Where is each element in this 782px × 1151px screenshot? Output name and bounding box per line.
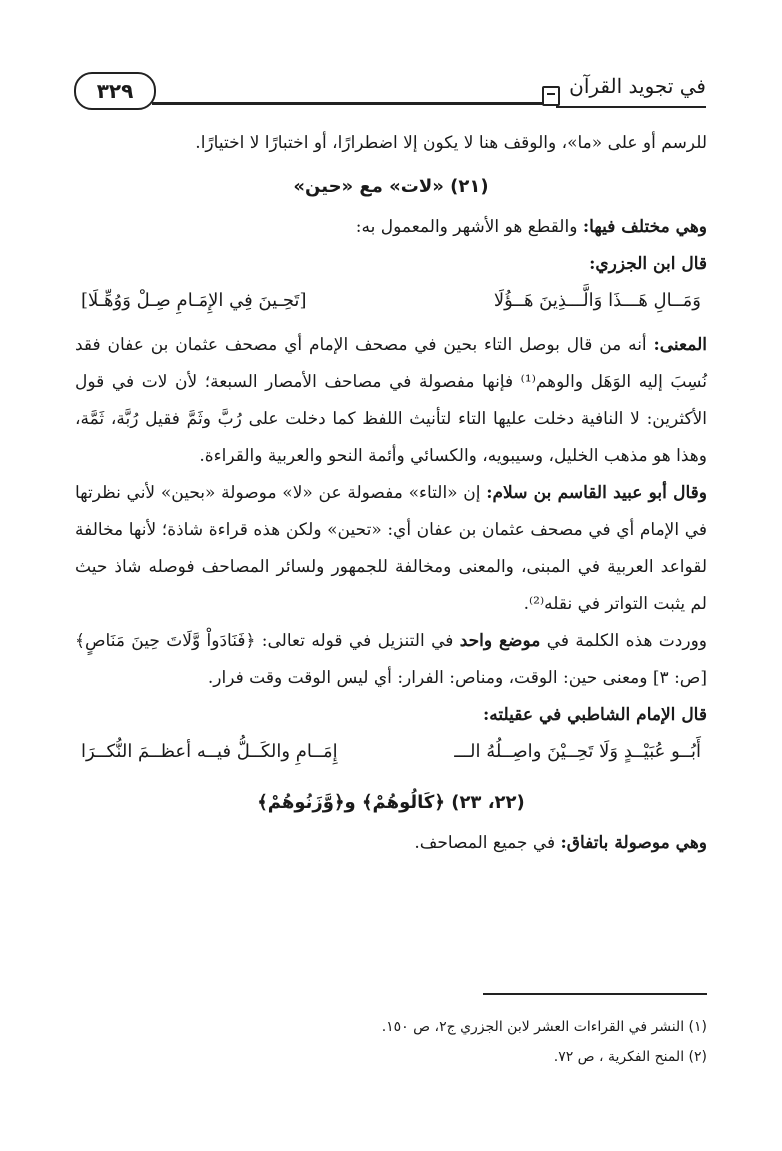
section-heading-22-23: (٢٢، ٢٣) ﴿كَالُوهُمْ﴾ و﴿وَّزَنُوهُمْ﴾ <box>257 792 525 813</box>
page-header <box>60 60 720 120</box>
verse-2 <box>75 734 707 770</box>
meaning-text: أنه من قال بوصل التاء بحين في مصحف الإمام أي مصحف عثمان بن عفان فقد نُسِبَ إليه الوَهَل والوهم⁽¹⁾ فإنها مفصولة في مصاحف الأمصار السبعة؛ لأن لات في قول الأكثرين: لا النافية دخلت عليها التاء لتأنيث اللفظ كما دخلت على رُبَّ وثَمَّ فقيل رُبَّة، ثَمَّة، وهذا هو مذهب الخليل، وسيبويه، والكسائي وأئمة النحو والعربية والقراءة. <box>75 335 707 466</box>
abu-ubaid-text: إن «التاء» مفصولة عن «لا» موصولة «بحين» لأني نظرتها في الإمام أي في مصحف عثمان بن عفان أي: «تحين» ولكن هذه قراءة شاذة؛ لأنها مخالفة لقواعد العربية في المبنى، والمعنى ومخالفة للجمهور ولسائر المصاحف فوصله شاذ حيث لم يثبت التواتر في نقله⁽²⁾. <box>75 483 707 614</box>
header-rule <box>152 102 550 105</box>
abu-ubaid-label: وقال أبو عبيد القاسم بن سلام: <box>486 483 707 503</box>
last-label: وهي موصولة باتفاق: <box>560 833 707 853</box>
page-number: ٣٢٩ <box>74 72 156 110</box>
warad-text-1: ووردت هذه الكلمة في <box>540 631 707 651</box>
paragraph-1: للرسم أو على «ما»، والوقف هنا لا يكون إلا اضطرارًا، أو اختبارًا لا اختيارًا. <box>195 133 707 153</box>
footnote-1: (١) النشر في القراءات العشر لابن الجزري ج٢، ص ١٥٠. <box>381 1019 707 1035</box>
verse-2-second-hemistich: إِمَــامِ والكَــلُّ فيــه أعظــمَ النُّكــرَا <box>81 741 338 762</box>
section-heading-21: (٢١) «لات» مع «حين» <box>293 176 489 197</box>
meaning-label: المعنى: <box>653 335 707 355</box>
paragraph-2 <box>75 209 707 246</box>
last-paragraph <box>75 825 707 862</box>
paragraph-2-text: والقطع هو الأشهر والمعمول به: <box>355 217 583 237</box>
verse-1 <box>75 283 707 319</box>
footnotes <box>75 1012 707 1072</box>
verse-2-first-hemistich: أَبُــو عُبَيْــدٍ وَلَا تَحِــيْنَ واصِــلُهُ الـــ <box>454 741 701 762</box>
footnote-separator <box>483 993 707 995</box>
warad-paragraph <box>75 623 707 697</box>
paragraph-2-label: وهي مختلف فيها: <box>582 217 707 237</box>
warad-label: موضع واحد <box>459 631 541 651</box>
page-body <box>75 125 707 862</box>
warad-text-2: في التنزيل في قوله تعالى: ﴿فَنَادَواْ وَّلَاتَ حِينَ مَنَاصٍ﴾ [ص: ٣] ومعنى حين: الوقت، ومناص: الفرار: أي ليس الوقت وقت فرار. <box>75 631 707 688</box>
last-text: في جميع المصاحف. <box>414 833 561 853</box>
shatibi-label: قال الإمام الشاطبي في عقيلته: <box>483 705 707 725</box>
ibn-jazari-label: قال ابن الجزري: <box>589 254 707 274</box>
meaning-paragraph <box>75 327 707 475</box>
verse-1-first-hemistich: وَمَــالِ هَـــذَا وَالَّـــذِينَ هَــؤُلَا <box>493 290 701 311</box>
abu-ubaid-paragraph <box>75 475 707 623</box>
footnote-2: (٢) المنح الفكرية ، ص ٧٢. <box>553 1049 707 1065</box>
verse-1-second-hemistich: [تَحِـينَ فِي الإِمَـامِ صِـلْ وَوُهِّـلَا] <box>81 290 307 311</box>
running-title: في تجويد القرآن <box>556 66 706 108</box>
